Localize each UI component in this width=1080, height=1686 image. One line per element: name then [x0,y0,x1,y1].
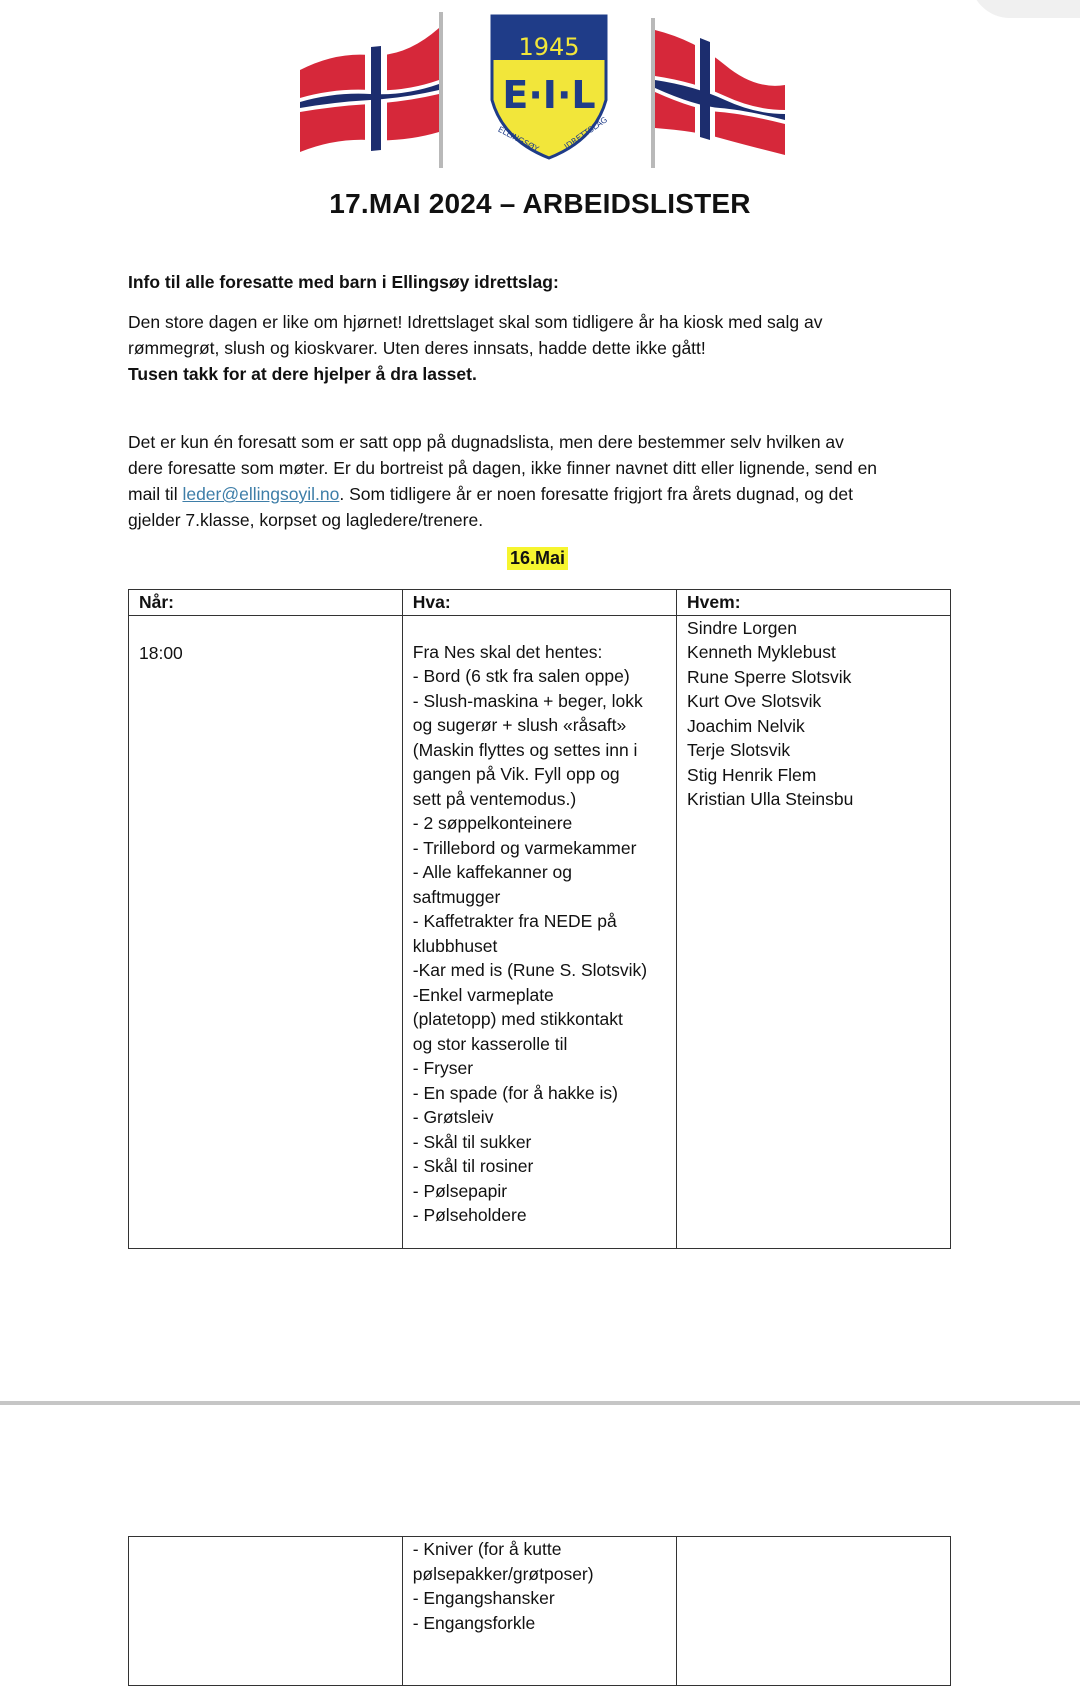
what-line: (platetopp) med stikkontakt [412,1009,623,1029]
worklist-table [128,589,951,1249]
header-when: Når: [129,590,403,616]
intro-p1-line-2: rømmegrøt, slush og kioskvarer. Uten deres innsats, hadde dette ikke gått! [128,338,706,358]
what-line: - Bord (6 stk fra salen oppe) [412,666,630,686]
intro-p2-line-3-post: . Som tidligere år er noen foresatte frigjort fra årets dugnad, og det [339,484,853,504]
logo-letters: E·I·L [502,73,596,117]
intro-p2-line-4: gjelder 7.klasse, korpset og lagledere/trenere. [128,510,484,530]
what-line: - Pølsepapir [412,1180,508,1201]
logo-year: 1945 [518,33,580,61]
what-line: - Trillebord og varmekammer [412,837,637,858]
what-line: - Alle kaffekanner og [412,862,572,882]
what-line: - Engangsforkle [412,1612,536,1633]
intro-thanks: Tusen takk for at dere hjelper å dra lasset. [128,364,477,384]
what-line: og sugerør + slush «råsaft» [412,715,627,735]
what-cell [402,615,676,1248]
what-line: saftmugger [412,886,501,907]
time-cell: 18:00 [129,615,403,1248]
who-line: Kristian Ulla Steinsbu [687,789,854,809]
header-artwork [295,10,790,170]
what-line: - Engangshansker [412,1588,555,1608]
what-line: -Enkel varmeplate [412,984,554,1005]
who-line: Terje Slotsvik [687,740,791,760]
what-line: -Kar med is (Rune S. Slotsvik) [412,960,648,980]
header-who: Hvem: [677,590,951,616]
what-line: sett på ventemodus.) [412,788,577,809]
intro-paragraph-1 [128,309,958,387]
who-line: Rune Sperre Slotsvik [687,666,852,687]
who-line: Kenneth Myklebust [687,642,836,662]
what-line: Fra Nes skal det hentes: [412,641,603,662]
what-line: - Fryser [412,1058,474,1078]
intro-p2-line-3-pre: mail til [128,484,183,504]
table-header-row [129,590,951,616]
what-line: - En spade (for å hakke is) [412,1082,618,1103]
who-line: Sindre Lorgen [687,617,797,638]
window-corner-tab [970,0,1080,18]
flagpole-left [439,12,443,168]
what-line: - Kaffetrakter fra NEDE på [412,911,617,931]
what-line: - Pølseholdere [412,1205,527,1225]
norwegian-flag-right-icon [655,30,785,155]
intro-p2-line-1: Det er kun én foresatt som er satt opp på dugnadslista, men dere bestemmer selv hvilken av [128,432,844,452]
what-line: gangen på Vik. Fyll opp og [412,764,620,784]
header-what: Hva: [402,590,676,616]
who-line: Stig Henrik Flem [687,764,817,785]
what-line: pølsepakker/grøtposer) [412,1563,594,1584]
table-row [129,1537,951,1686]
who-cell [677,615,951,1248]
intro-p2-line-3 [128,481,958,507]
intro-heading: Info til alle foresatte med barn i Ellingsøy idrettslag: [128,272,559,292]
what-line: - Kniver (for å kutte [412,1539,562,1559]
page-divider [0,1401,1080,1405]
flagpole-right [651,18,655,168]
what-line: - Grøtsleiv [412,1107,494,1127]
what-line: - 2 søppelkonteinere [412,813,573,833]
worklist-table-continued [128,1536,951,1686]
what-line: og stor kasserolle til [412,1033,568,1054]
who-line: Kurt Ove Slotsvik [687,691,822,711]
what-line: - Slush-maskina + beger, lokk [412,690,643,711]
time-cell-empty [129,1537,403,1686]
intro-p2-line-2: dere foresatte som møter. Er du bortreist på dagen, ikke finner navnet ditt eller lignende, send en [128,458,878,478]
what-line: - Skål til sukker [412,1131,532,1152]
email-link[interactable]: leder@ellingsoyil.no [182,484,340,504]
date-label: 16.Mai [507,547,568,570]
logo-arc-right: IDRETTSLAG [562,115,609,152]
what-line: (Maskin flyttes og settes inn i [412,739,638,760]
page-title: 17.MAI 2024 – ARBEIDSLISTER [329,188,751,219]
what-line: klubbhuset [412,935,498,956]
logo-arc-left: ELLINGSØY [496,124,541,154]
what-cell-continued [402,1537,677,1686]
club-shield-logo-icon [492,16,609,158]
intro-p1-line-1: Den store dagen er like om hjørnet! Idrettslaget skal som tidligere år ha kiosk med salg av [128,312,823,332]
who-line: Joachim Nelvik [687,715,805,736]
table-row [129,615,951,1248]
norwegian-flag-left-icon [300,28,439,152]
intro-paragraph-2 [128,429,958,533]
what-line: - Skål til rosiner [412,1156,534,1176]
who-cell-empty [677,1537,951,1686]
